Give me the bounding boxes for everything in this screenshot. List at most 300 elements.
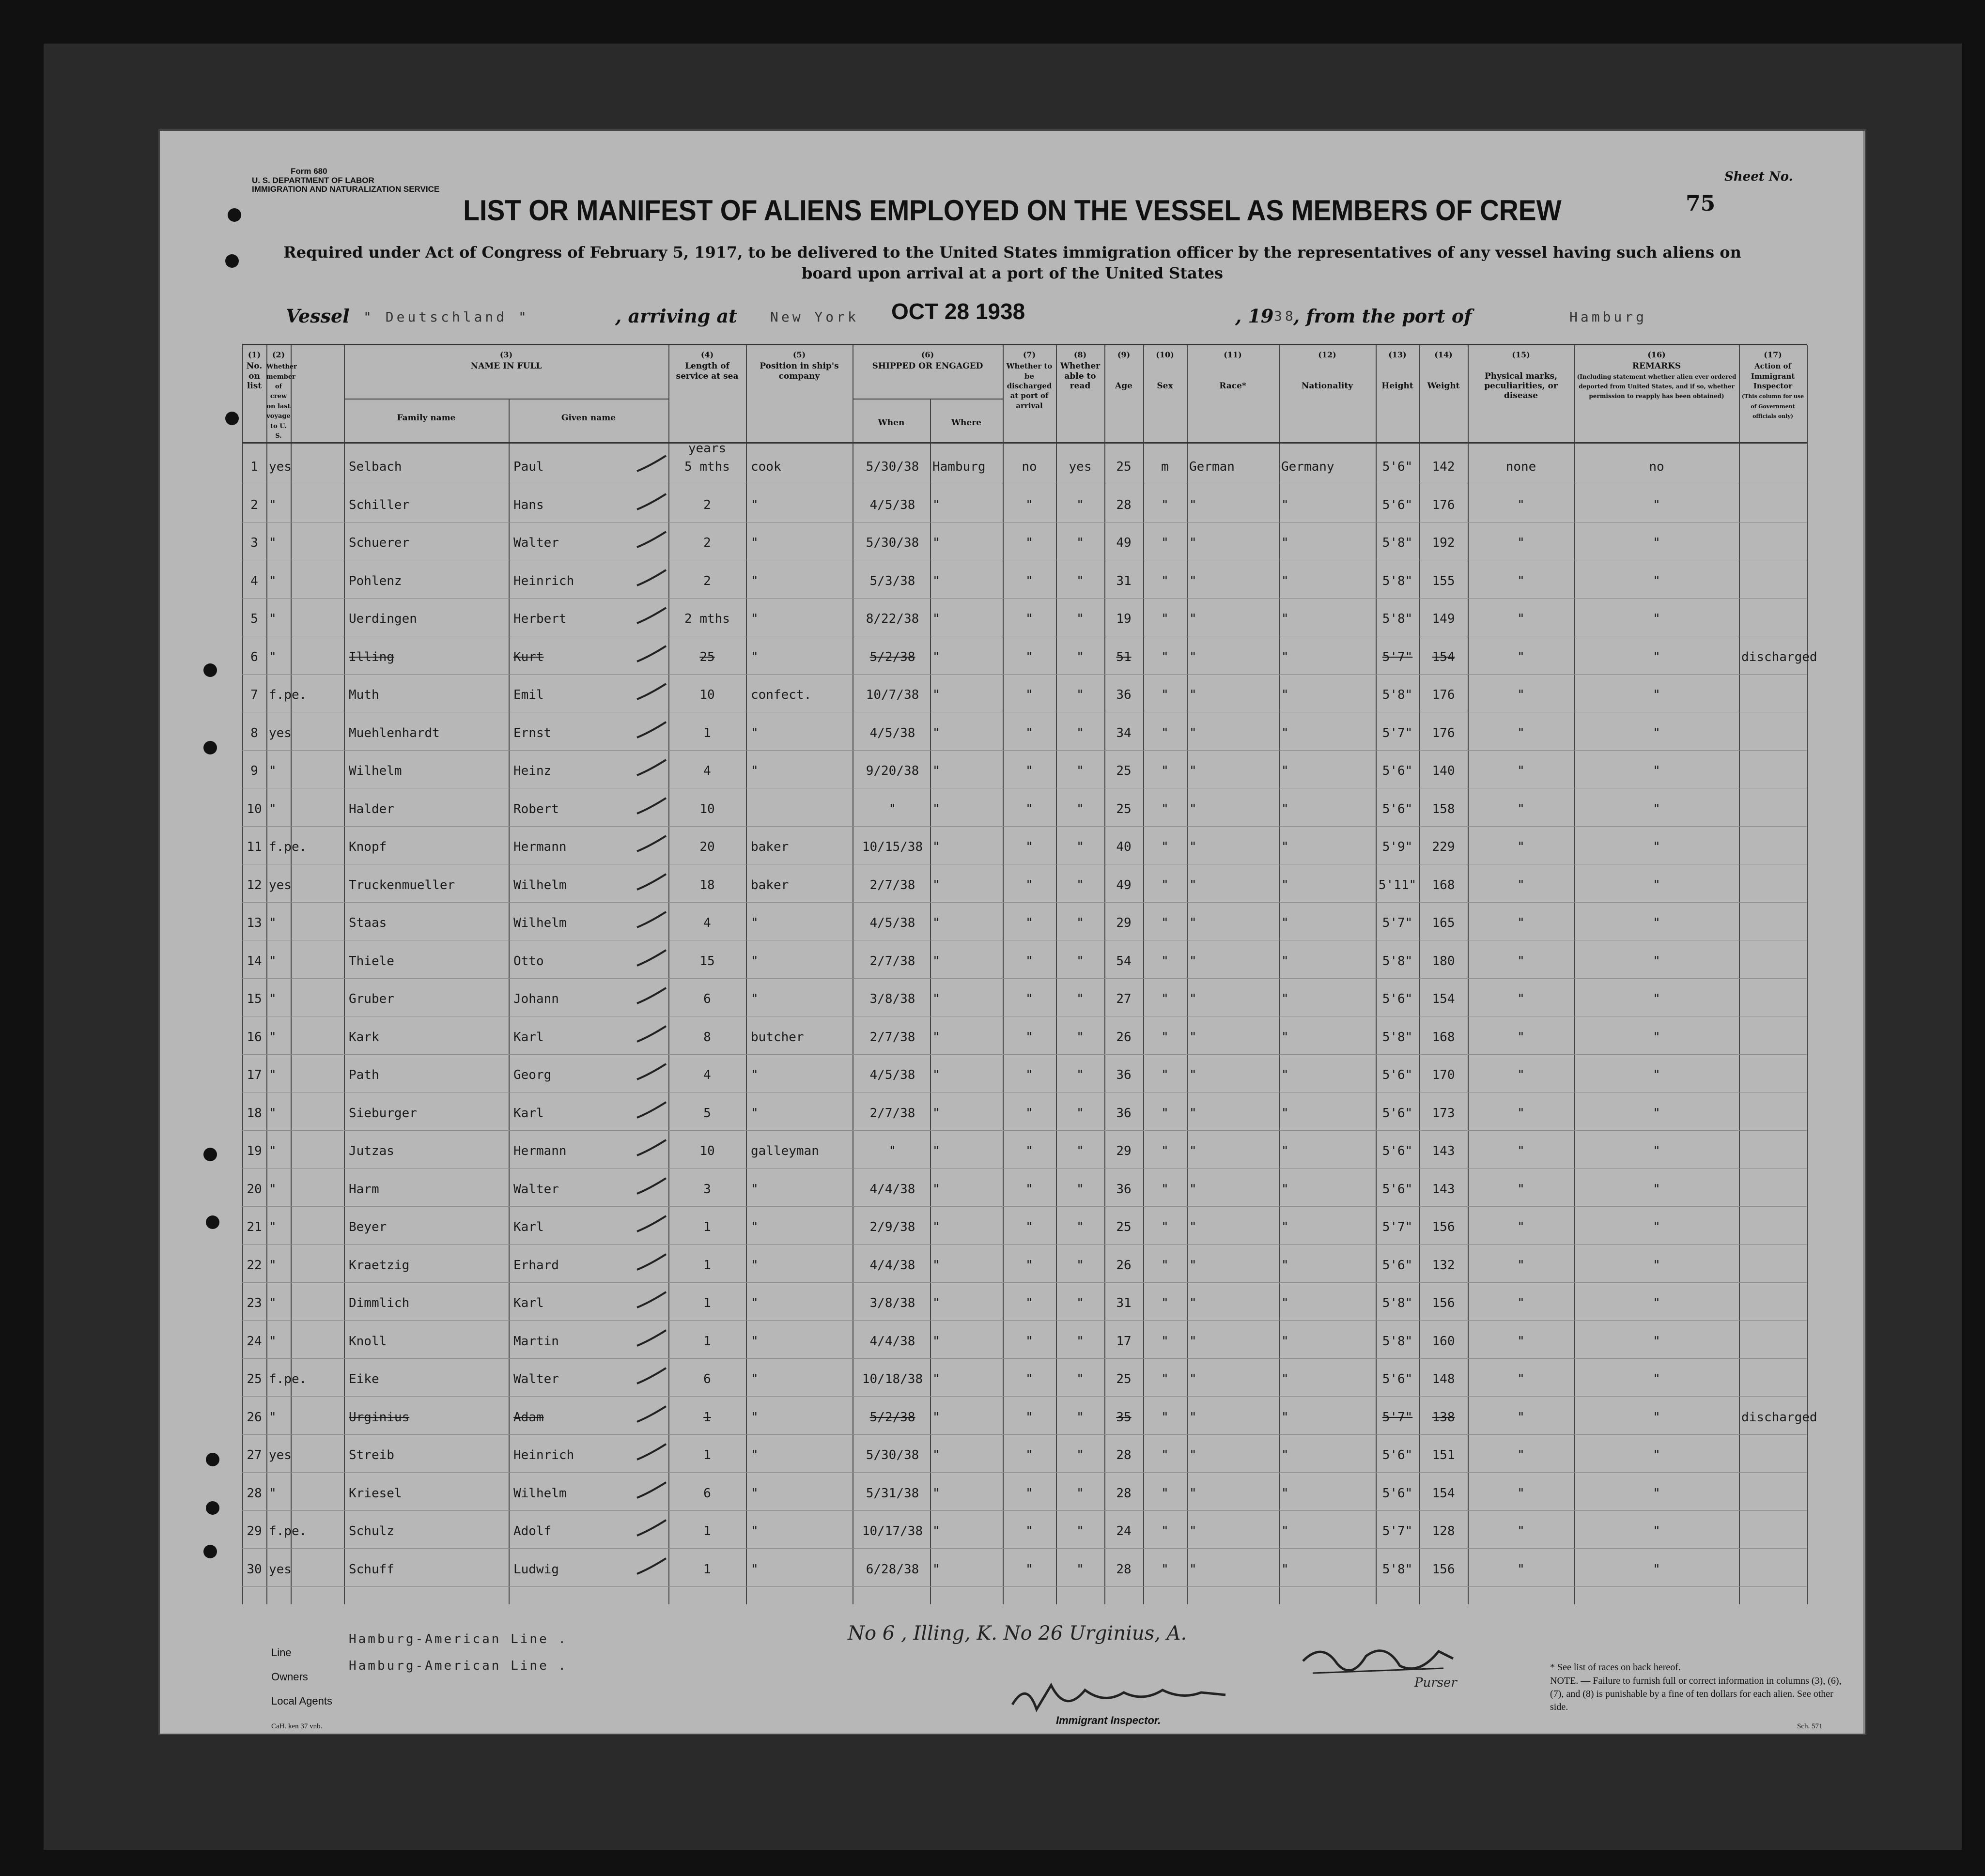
cell-where: ": [932, 1410, 940, 1425]
cell-read: ": [1076, 1448, 1084, 1462]
cell-weight: 158: [1432, 801, 1455, 816]
cell-family: Thiele: [349, 953, 394, 969]
cell-when: 10/17/38: [862, 1524, 923, 1538]
cell-age: 28: [1116, 497, 1132, 512]
cell-family: Muth: [349, 688, 379, 702]
cell-sex: ": [1161, 688, 1169, 702]
punch-hole: [203, 741, 217, 754]
cell-family: Halder: [349, 801, 394, 816]
cell-when: 2/9/38: [869, 1220, 915, 1234]
cell-height: 5'8": [1382, 1296, 1413, 1310]
cell-nat: ": [1281, 1372, 1289, 1386]
cell-dis: ": [1025, 1068, 1033, 1082]
cell-weight: 154: [1432, 649, 1455, 664]
check-mark-icon: [635, 794, 668, 818]
cell-nat: ": [1281, 1410, 1289, 1425]
cell-age: 54: [1116, 953, 1132, 969]
cell-service: 1: [703, 1410, 711, 1425]
cell-prev: ": [269, 1334, 277, 1349]
cell-family: Gruber: [349, 992, 394, 1006]
cell-given: Karl: [513, 1030, 544, 1045]
cell-weight: 128: [1432, 1524, 1455, 1538]
cell-marks: ": [1517, 688, 1525, 702]
cell-service: 4: [703, 764, 711, 778]
cell-given: Hans: [513, 497, 544, 512]
check-mark-icon: [635, 1022, 668, 1046]
printer-mark: CaH. ken 37 vnb.: [271, 1722, 323, 1730]
check-mark-icon: [635, 832, 668, 856]
cell-service: 2 mths: [684, 612, 730, 626]
cell-prev: ": [269, 1220, 277, 1234]
cell-dis: ": [1025, 1524, 1033, 1538]
cell-family: Beyer: [349, 1220, 387, 1234]
table-row: [242, 979, 1807, 1017]
cell-weight: 140: [1432, 764, 1455, 778]
cell-age: 25: [1116, 801, 1132, 816]
check-mark-icon: [635, 1326, 668, 1351]
cell-read: ": [1076, 1334, 1084, 1349]
cell-prev: ": [269, 536, 277, 550]
punch-hole: [206, 1453, 219, 1466]
line-label: Line: [271, 1646, 292, 1659]
cell-weight: 168: [1432, 877, 1455, 892]
cell-position: ": [751, 1486, 759, 1501]
cell-no: 13: [247, 916, 262, 930]
cell-no: 26: [247, 1410, 262, 1425]
table-row: [242, 1283, 1807, 1321]
cell-dis: ": [1025, 877, 1033, 892]
col-header-family: Family name: [397, 413, 456, 423]
cell-remarks: ": [1653, 764, 1660, 778]
cell-prev: ": [269, 573, 277, 588]
cell-position: ": [751, 1372, 759, 1386]
cell-position: ": [751, 953, 759, 969]
arrival-port: New York: [770, 309, 859, 325]
cell-nat: ": [1281, 1106, 1289, 1121]
cell-where: ": [932, 840, 940, 854]
cell-when: 4/4/38: [869, 1258, 915, 1273]
table-row: [242, 1131, 1807, 1169]
cell-remarks: ": [1653, 1144, 1660, 1158]
cell-dis: ": [1025, 1372, 1033, 1386]
cell-remarks: ": [1653, 1486, 1660, 1501]
cell-position: ": [751, 1524, 759, 1538]
cell-remarks: ": [1653, 916, 1660, 930]
check-mark-icon: [635, 604, 668, 628]
cell-race: ": [1189, 992, 1197, 1006]
cell-no: 10: [247, 801, 262, 816]
cell-remarks: ": [1653, 840, 1660, 854]
cell-age: 29: [1116, 916, 1132, 930]
from-label: , from the port of: [1293, 305, 1472, 327]
col-header-when: When: [878, 418, 905, 428]
cell-service-unit: years: [688, 441, 727, 456]
cell-sex: ": [1161, 1524, 1169, 1538]
cell-read: ": [1076, 1258, 1084, 1273]
page-edges: [1863, 131, 1884, 1734]
cell-prev: ": [269, 1296, 277, 1310]
cell-height: 5'6": [1382, 764, 1413, 778]
cell-remarks: ": [1653, 725, 1660, 740]
cell-marks: ": [1517, 573, 1525, 588]
cell-when: 4/5/38: [869, 1068, 915, 1082]
cell-position: ": [751, 536, 759, 550]
page-subtitle: Required under Act of Congress of February 5, 1917, to be delivered to the United States immigration officer by the representatives of any vessel having such aliens on board upon arrival at a port of the United States: [283, 243, 1741, 283]
cell-where: ": [932, 1448, 940, 1462]
cell-nat: ": [1281, 916, 1289, 930]
cell-age: 36: [1116, 1182, 1132, 1197]
cell-given: Hermann: [513, 840, 567, 854]
cell-no: 3: [250, 536, 258, 550]
cell-marks: ": [1517, 1182, 1525, 1197]
cell-height: 5'6": [1382, 801, 1413, 816]
cell-race: ": [1189, 536, 1197, 550]
col-header-sex: (10) Sex: [1156, 350, 1174, 391]
cell-nat: ": [1281, 1182, 1289, 1197]
col-header-name: (3) NAME IN FULL: [470, 350, 542, 371]
cell-family: Schuff: [349, 1562, 394, 1577]
cell-family: Pohlenz: [349, 573, 402, 588]
owners-label: Owners: [271, 1671, 308, 1683]
cell-no: 1: [250, 460, 258, 474]
col-header-given: Given name: [561, 413, 616, 423]
cell-prev: ": [269, 953, 277, 969]
cell-remarks: ": [1653, 1182, 1660, 1197]
cell-race: ": [1189, 801, 1197, 816]
cell-position: galleyman: [751, 1144, 819, 1158]
cell-when: 10/18/38: [862, 1372, 923, 1386]
cell-service: 1: [703, 1258, 711, 1273]
cell-prev: f.pe.: [269, 1372, 307, 1386]
form-no: Form 680: [291, 167, 327, 176]
cell-age: 25: [1116, 764, 1132, 778]
cell-height: 5'6": [1382, 1106, 1413, 1121]
cell-sex: ": [1161, 573, 1169, 588]
cell-position: confect.: [751, 688, 812, 702]
cell-marks: ": [1517, 1220, 1525, 1234]
table-row: [242, 1435, 1807, 1473]
cell-where: ": [932, 688, 940, 702]
cell-sex: ": [1161, 1182, 1169, 1197]
cell-given: Paul: [513, 460, 544, 474]
cell-given: Wilhelm: [513, 916, 567, 930]
col-header-height: (13) Height: [1381, 350, 1413, 391]
cell-read: ": [1076, 612, 1084, 626]
cell-when: 5/3/38: [869, 573, 915, 588]
cell-given: Erhard: [513, 1258, 559, 1273]
cell-dis: ": [1025, 1562, 1033, 1577]
col-header-weight: (14) Weight: [1427, 350, 1460, 391]
cell-read: ": [1076, 764, 1084, 778]
cell-given: Johann: [513, 992, 559, 1006]
cell-no: 9: [250, 764, 258, 778]
cell-age: 28: [1116, 1486, 1132, 1501]
check-mark-icon: [635, 528, 668, 552]
cell-position: ": [751, 992, 759, 1006]
cell-height: 5'6": [1382, 1258, 1413, 1273]
agents-label: Local Agents: [271, 1695, 332, 1707]
cell-marks: ": [1517, 801, 1525, 816]
cell-nat: ": [1281, 1068, 1289, 1082]
cell-remarks: ": [1653, 688, 1660, 702]
cell-age: 36: [1116, 1068, 1132, 1082]
year-value: 38: [1274, 308, 1296, 324]
cell-height: 5'6": [1382, 497, 1413, 512]
cell-service: 18: [699, 877, 715, 892]
cell-no: 19: [247, 1144, 262, 1158]
check-mark-icon: [635, 1174, 668, 1199]
cell-race: ": [1189, 1334, 1197, 1349]
check-mark-icon: [635, 642, 668, 666]
cell-when: 5/31/38: [866, 1486, 919, 1501]
cell-prev: ": [269, 612, 277, 626]
cell-remarks: ": [1653, 1372, 1660, 1386]
cell-family: Selbach: [349, 460, 402, 474]
cell-marks: ": [1517, 877, 1525, 892]
cell-dis: ": [1025, 764, 1033, 778]
cell-weight: 176: [1432, 497, 1455, 512]
cell-where: ": [932, 1334, 940, 1349]
cell-service: 1: [703, 1334, 711, 1349]
cell-read: ": [1076, 992, 1084, 1006]
cell-nat: ": [1281, 1524, 1289, 1538]
check-mark-icon: [635, 452, 668, 476]
table-row: [242, 827, 1807, 865]
cell-height: 5'7": [1382, 916, 1413, 930]
cell-family: Urginius: [349, 1410, 410, 1425]
cell-marks: ": [1517, 764, 1525, 778]
page-title: LIST OR MANIFEST OF ALIENS EMPLOYED ON THE VESSEL AS MEMBERS OF CREW: [463, 194, 1562, 227]
cell-read: ": [1076, 840, 1084, 854]
cell-service: 1: [703, 725, 711, 740]
cell-given: Walter: [513, 1372, 559, 1386]
cell-when: 5/30/38: [866, 460, 919, 474]
cell-remarks: ": [1653, 649, 1660, 664]
cell-when: 3/8/38: [869, 992, 915, 1006]
cell-no: 17: [247, 1068, 262, 1082]
cell-no: 7: [250, 688, 258, 702]
check-mark-icon: [635, 718, 668, 742]
col-header-age: (9) Age: [1115, 350, 1132, 391]
cell-height: 5'6": [1382, 460, 1413, 474]
cell-sex: ": [1161, 1296, 1169, 1310]
cell-race: German: [1189, 460, 1235, 474]
check-mark-icon: [635, 490, 668, 514]
cell-weight: 149: [1432, 612, 1455, 626]
cell-nat: ": [1281, 1144, 1289, 1158]
cell-where: ": [932, 992, 940, 1006]
cell-dis: ": [1025, 573, 1033, 588]
cell-age: 27: [1116, 992, 1132, 1006]
schedule-mark: Sch. 571: [1797, 1722, 1823, 1730]
cell-no: 24: [247, 1334, 262, 1349]
cell-weight: 138: [1432, 1410, 1455, 1425]
cell-weight: 148: [1432, 1372, 1455, 1386]
cell-age: 25: [1116, 460, 1132, 474]
cell-marks: ": [1517, 992, 1525, 1006]
cell-race: ": [1189, 1410, 1197, 1425]
table-row: [242, 903, 1807, 941]
cell-remarks: ": [1653, 1030, 1660, 1045]
cell-weight: 176: [1432, 725, 1455, 740]
cell-given: Heinrich: [513, 573, 574, 588]
table-row: [242, 1322, 1807, 1359]
cell-where: ": [932, 612, 940, 626]
cell-remarks: ": [1653, 1410, 1660, 1425]
check-mark-icon: [635, 1440, 668, 1464]
cell-given: Georg: [513, 1068, 552, 1082]
cell-height: 5'7": [1382, 649, 1413, 664]
table-row: [242, 599, 1807, 637]
cell-nat: ": [1281, 1030, 1289, 1045]
cell-read: yes: [1069, 460, 1092, 474]
check-mark-icon: [635, 1060, 668, 1084]
cell-where: ": [932, 764, 940, 778]
cell-given: Heinrich: [513, 1448, 574, 1462]
cell-marks: ": [1517, 1068, 1525, 1082]
cell-age: 26: [1116, 1258, 1132, 1273]
cell-sex: ": [1161, 801, 1169, 816]
table-row: [242, 1474, 1807, 1511]
cell-marks: ": [1517, 612, 1525, 626]
cell-given: Robert: [513, 801, 559, 816]
cell-height: 5'8": [1382, 1030, 1413, 1045]
cell-sex: ": [1161, 649, 1169, 664]
cell-service: 10: [699, 801, 715, 816]
check-mark-icon: [635, 1212, 668, 1236]
cell-position: ": [751, 1220, 759, 1234]
crew-table: [242, 344, 1817, 1604]
cell-no: 21: [247, 1220, 262, 1234]
vessel-label: Vessel: [286, 305, 350, 327]
cell-when: 2/7/38: [869, 877, 915, 892]
cell-prev: ": [269, 1068, 277, 1082]
col-header-marks: (15) Physical marks, peculiarities, or disease: [1484, 350, 1558, 401]
manifest-footer: [233, 1617, 1865, 1730]
cell-weight: 168: [1432, 1030, 1455, 1045]
cell-marks: ": [1517, 1258, 1525, 1273]
cell-race: ": [1189, 725, 1197, 740]
cell-read: ": [1076, 688, 1084, 702]
cell-dis: ": [1025, 536, 1033, 550]
cell-age: 36: [1116, 1106, 1132, 1121]
cell-service: 2: [703, 573, 711, 588]
cell-position: ": [751, 1258, 759, 1273]
cell-remarks: ": [1653, 1334, 1660, 1349]
cell-prev: ": [269, 1486, 277, 1501]
cell-nat: ": [1281, 688, 1289, 702]
voyage-line: [286, 299, 1836, 334]
cell-no: 16: [247, 1030, 262, 1045]
cell-race: ": [1189, 764, 1197, 778]
cell-race: ": [1189, 1258, 1197, 1273]
cell-given: Walter: [513, 536, 559, 550]
cell-nat: ": [1281, 1334, 1289, 1349]
cell-family: Staas: [349, 916, 387, 930]
cell-when: 3/8/38: [869, 1296, 915, 1310]
cell-prev: yes: [269, 1448, 292, 1462]
table-row: [242, 1511, 1807, 1549]
cell-service: 10: [699, 1144, 715, 1158]
cell-service: 2: [703, 536, 711, 550]
cell-sex: ": [1161, 1030, 1169, 1045]
cell-family: Knoll: [349, 1334, 387, 1349]
cell-nat: ": [1281, 1448, 1289, 1462]
cell-race: ": [1189, 1220, 1197, 1234]
cell-remarks: ": [1653, 1068, 1660, 1082]
cell-weight: 132: [1432, 1258, 1455, 1273]
cell-remarks: ": [1653, 801, 1660, 816]
cell-marks: ": [1517, 1448, 1525, 1462]
table-row: [242, 1169, 1807, 1207]
cell-remarks: ": [1653, 497, 1660, 512]
cell-sex: ": [1161, 1258, 1169, 1273]
cell-no: 6: [250, 649, 258, 664]
cell-given: Otto: [513, 953, 544, 969]
cell-where: ": [932, 497, 940, 512]
check-mark-icon: [635, 1478, 668, 1503]
cell-read: ": [1076, 1182, 1084, 1197]
cell-where: ": [932, 536, 940, 550]
cell-prev: ": [269, 1182, 277, 1197]
cell-when: 2/7/38: [869, 953, 915, 969]
cell-no: 22: [247, 1258, 262, 1273]
cell-prev: f.pe.: [269, 840, 307, 854]
col-header-no: (1) No. on list: [246, 350, 263, 391]
col-header-discharged: (7) Whether to be discharged at port of arrival: [1006, 350, 1053, 410]
cell-where: ": [932, 649, 940, 664]
table-row: [242, 1055, 1807, 1093]
punch-hole: [225, 254, 239, 268]
cell-given: Wilhelm: [513, 877, 567, 892]
cell-position: ": [751, 1410, 759, 1425]
col-header-position: (5) Position in ship's company: [760, 350, 839, 381]
cell-service: 1: [703, 1448, 711, 1462]
cell-height: 5'8": [1382, 1562, 1413, 1577]
table-row: [242, 637, 1817, 675]
cell-no: 5: [250, 612, 258, 626]
cell-race: ": [1189, 612, 1197, 626]
date-stamp: OCT 28 1938: [891, 299, 1025, 324]
col-header-nationality: (12) Nationality: [1301, 350, 1353, 391]
cell-weight: 173: [1432, 1106, 1455, 1121]
cell-read: ": [1076, 497, 1084, 512]
cell-position: baker: [751, 840, 789, 854]
cell-height: 5'8": [1382, 1334, 1413, 1349]
col-header-read: (8) Whether able to read: [1060, 350, 1101, 391]
cell-weight: 156: [1432, 1220, 1455, 1234]
cell-height: 5'9": [1382, 840, 1413, 854]
cell-family: Streib: [349, 1448, 394, 1462]
cell-given: Karl: [513, 1220, 544, 1234]
cell-height: 5'7": [1382, 1524, 1413, 1538]
cell-age: 25: [1116, 1220, 1132, 1234]
cell-service: 1: [703, 1562, 711, 1577]
cell-age: 31: [1116, 573, 1132, 588]
table-row: [242, 485, 1807, 523]
sheet-no-label: Sheet No.: [1724, 169, 1793, 184]
cell-marks: ": [1517, 953, 1525, 969]
table-row: [242, 789, 1807, 827]
punch-hole: [206, 1501, 219, 1515]
cell-height: 5'8": [1382, 573, 1413, 588]
col-header-prev: (2) Whether member of crew on last voyage to U. S.: [266, 350, 297, 440]
cell-age: 29: [1116, 1144, 1132, 1158]
cell-weight: 154: [1432, 992, 1455, 1006]
cell-height: 5'8": [1382, 612, 1413, 626]
cell-given: Karl: [513, 1106, 544, 1121]
cell-height: 5'6": [1382, 1372, 1413, 1386]
